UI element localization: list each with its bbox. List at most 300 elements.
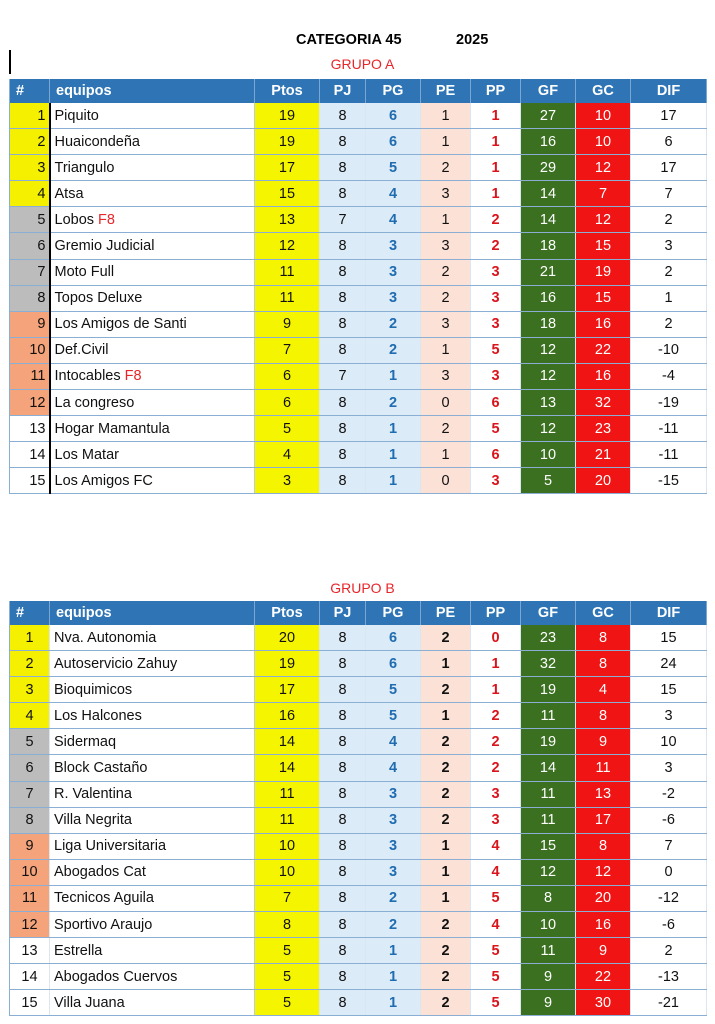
team-name: Moto Full <box>54 264 115 281</box>
goals-for-cell: 11 <box>521 938 576 964</box>
lost-cell: 5 <box>471 337 521 363</box>
goals-for-cell: 9 <box>521 964 576 990</box>
lost-cell: 6 <box>471 442 521 468</box>
col-header-pe: PE <box>421 79 471 103</box>
position-cell: 12 <box>10 912 50 938</box>
goal-diff-cell: -12 <box>631 885 707 911</box>
team-name-cell <box>50 390 255 416</box>
goals-against-cell: 12 <box>576 155 631 181</box>
col-header-pg: PG <box>366 601 421 625</box>
won-cell: 3 <box>366 859 421 885</box>
table-row <box>10 363 707 389</box>
f8-badge: F8 <box>98 211 115 228</box>
played-cell: 8 <box>320 833 366 859</box>
lost-cell: 5 <box>471 938 521 964</box>
lost-cell: 5 <box>471 990 521 1016</box>
category-label: CATEGORIA 45 <box>296 32 402 48</box>
goals-against-cell: 15 <box>576 233 631 259</box>
goals-against-cell: 23 <box>576 416 631 442</box>
played-cell: 7 <box>320 363 366 389</box>
goals-against-cell: 19 <box>576 259 631 285</box>
team-name-cell <box>50 181 255 207</box>
team-name: Liga Universitaria <box>54 838 167 855</box>
played-cell: 8 <box>320 233 366 259</box>
goals-against-cell: 4 <box>576 677 631 703</box>
team-name: Villa Juana <box>54 994 125 1011</box>
lost-cell: 1 <box>471 129 521 155</box>
goals-against-cell: 30 <box>576 990 631 1016</box>
goal-diff-cell: 2 <box>631 938 707 964</box>
lost-cell: 2 <box>471 755 521 781</box>
lost-cell: 2 <box>471 233 521 259</box>
points-cell: 15 <box>255 181 320 207</box>
goals-for-cell: 14 <box>521 181 576 207</box>
team-name: Los Amigos de Santi <box>54 316 187 333</box>
drawn-cell: 2 <box>421 285 471 311</box>
position-cell: 4 <box>10 703 50 729</box>
goals-for-cell: 5 <box>521 468 576 494</box>
won-cell: 6 <box>366 651 421 677</box>
team-name-cell <box>50 468 255 494</box>
team-name: Hogar Mamantula <box>54 420 170 437</box>
won-cell: 4 <box>366 181 421 207</box>
played-cell: 8 <box>320 729 366 755</box>
goals-against-cell: 10 <box>576 103 631 129</box>
table-row <box>10 755 707 781</box>
won-cell: 6 <box>366 625 421 651</box>
played-cell: 8 <box>320 181 366 207</box>
table-row <box>10 964 707 990</box>
drawn-cell: 1 <box>421 442 471 468</box>
lost-cell: 1 <box>471 677 521 703</box>
table-row <box>10 912 707 938</box>
won-cell: 6 <box>366 103 421 129</box>
goal-diff-cell: -2 <box>631 781 707 807</box>
won-cell: 1 <box>366 363 421 389</box>
position-cell: 7 <box>10 259 50 285</box>
goal-diff-cell: 10 <box>631 729 707 755</box>
position-cell: 10 <box>10 337 50 363</box>
won-cell: 5 <box>366 703 421 729</box>
team-name-cell <box>50 103 255 129</box>
table-row <box>10 703 707 729</box>
team-name-cell <box>50 755 255 781</box>
played-cell: 8 <box>320 625 366 651</box>
drawn-cell: 2 <box>421 259 471 285</box>
page-title <box>0 32 715 50</box>
lost-cell: 4 <box>471 859 521 885</box>
position-cell: 12 <box>10 390 50 416</box>
points-cell: 17 <box>255 677 320 703</box>
played-cell: 8 <box>320 259 366 285</box>
won-cell: 4 <box>366 755 421 781</box>
drawn-cell: 2 <box>421 625 471 651</box>
points-cell: 14 <box>255 755 320 781</box>
table-row <box>10 625 707 651</box>
goals-against-cell: 9 <box>576 938 631 964</box>
points-cell: 17 <box>255 155 320 181</box>
goals-against-cell: 16 <box>576 311 631 337</box>
position-cell: 11 <box>10 885 50 911</box>
won-cell: 4 <box>366 207 421 233</box>
won-cell: 3 <box>366 285 421 311</box>
col-header-pts: Ptos <box>255 79 320 103</box>
points-cell: 5 <box>255 938 320 964</box>
col-header-pp: PP <box>471 601 521 625</box>
lost-cell: 5 <box>471 885 521 911</box>
team-name: Autoservicio Zahuy <box>54 655 178 672</box>
points-cell: 14 <box>255 729 320 755</box>
played-cell: 8 <box>320 912 366 938</box>
won-cell: 5 <box>366 155 421 181</box>
goal-diff-cell: 24 <box>631 651 707 677</box>
points-cell: 11 <box>255 285 320 311</box>
points-cell: 16 <box>255 703 320 729</box>
drawn-cell: 1 <box>421 885 471 911</box>
goals-for-cell: 18 <box>521 233 576 259</box>
played-cell: 8 <box>320 129 366 155</box>
goals-for-cell: 9 <box>521 990 576 1016</box>
position-cell: 3 <box>10 677 50 703</box>
drawn-cell: 2 <box>421 729 471 755</box>
drawn-cell: 1 <box>421 651 471 677</box>
drawn-cell: 1 <box>421 859 471 885</box>
lost-cell: 3 <box>471 807 521 833</box>
col-header-pg: PG <box>366 79 421 103</box>
goals-for-cell: 14 <box>521 207 576 233</box>
team-name: Lobos <box>54 211 99 228</box>
table-row <box>10 833 707 859</box>
lost-cell: 1 <box>471 155 521 181</box>
goals-for-cell: 12 <box>521 363 576 389</box>
team-name: Los Halcones <box>54 707 142 724</box>
col-header-gf: GF <box>521 79 576 103</box>
drawn-cell: 1 <box>421 337 471 363</box>
position-cell: 15 <box>10 468 50 494</box>
goal-diff-cell: -15 <box>631 468 707 494</box>
points-cell: 5 <box>255 964 320 990</box>
team-name: Gremio Judicial <box>54 238 155 255</box>
table-row <box>10 651 707 677</box>
points-cell: 6 <box>255 363 320 389</box>
drawn-cell: 3 <box>421 233 471 259</box>
drawn-cell: 2 <box>421 755 471 781</box>
team-name: Topos Deluxe <box>54 290 143 307</box>
points-cell: 19 <box>255 651 320 677</box>
goal-diff-cell: -11 <box>631 416 707 442</box>
group-a-title: GRUPO A <box>330 56 395 72</box>
goals-for-cell: 23 <box>521 625 576 651</box>
team-name: Block Castaño <box>54 760 148 777</box>
played-cell: 8 <box>320 885 366 911</box>
position-cell: 1 <box>10 103 50 129</box>
team-name: Intocables <box>54 368 125 385</box>
goals-for-cell: 8 <box>521 885 576 911</box>
position-cell: 15 <box>10 990 50 1016</box>
lost-cell: 3 <box>471 468 521 494</box>
position-cell: 1 <box>10 625 50 651</box>
team-name-cell <box>50 337 255 363</box>
played-cell: 8 <box>320 990 366 1016</box>
lost-cell: 6 <box>471 390 521 416</box>
col-header-gf: GF <box>521 601 576 625</box>
played-cell: 8 <box>320 311 366 337</box>
goal-diff-cell: -4 <box>631 363 707 389</box>
drawn-cell: 3 <box>421 363 471 389</box>
goal-diff-cell: -21 <box>631 990 707 1016</box>
lost-cell: 1 <box>471 651 521 677</box>
goals-for-cell: 16 <box>521 285 576 311</box>
position-cell: 13 <box>10 416 50 442</box>
goal-diff-cell: -10 <box>631 337 707 363</box>
col-header-pos: # <box>10 79 50 103</box>
won-cell: 1 <box>366 964 421 990</box>
won-cell: 3 <box>366 259 421 285</box>
table-row <box>10 129 707 155</box>
position-cell: 2 <box>10 651 50 677</box>
drawn-cell: 0 <box>421 468 471 494</box>
table-row <box>10 938 707 964</box>
table-row <box>10 442 707 468</box>
won-cell: 3 <box>366 807 421 833</box>
team-name-cell <box>50 859 255 885</box>
team-name: La congreso <box>54 394 135 411</box>
col-header-pe: PE <box>421 601 471 625</box>
goals-against-cell: 9 <box>576 729 631 755</box>
table-row <box>10 181 707 207</box>
points-cell: 3 <box>255 468 320 494</box>
team-name-cell <box>50 938 255 964</box>
table-row <box>10 233 707 259</box>
goal-diff-cell: 0 <box>631 859 707 885</box>
played-cell: 8 <box>320 103 366 129</box>
team-name-cell <box>50 912 255 938</box>
position-cell: 5 <box>10 207 50 233</box>
goals-for-cell: 15 <box>521 833 576 859</box>
points-cell: 11 <box>255 259 320 285</box>
goals-for-cell: 12 <box>521 859 576 885</box>
points-cell: 10 <box>255 833 320 859</box>
table-row <box>10 337 707 363</box>
col-header-dif: DIF <box>631 79 707 103</box>
goal-diff-cell: -13 <box>631 964 707 990</box>
position-cell: 9 <box>10 833 50 859</box>
table-row <box>10 259 707 285</box>
lost-cell: 5 <box>471 416 521 442</box>
lost-cell: 2 <box>471 703 521 729</box>
played-cell: 8 <box>320 337 366 363</box>
group-a-standings-table <box>9 79 707 494</box>
team-name-cell <box>50 729 255 755</box>
team-name-cell <box>50 885 255 911</box>
played-cell: 8 <box>320 677 366 703</box>
season-year: 2025 <box>456 32 489 48</box>
won-cell: 1 <box>366 442 421 468</box>
goal-diff-cell: 17 <box>631 103 707 129</box>
drawn-cell: 1 <box>421 103 471 129</box>
group-b-rows <box>10 625 707 1016</box>
played-cell: 8 <box>320 442 366 468</box>
won-cell: 1 <box>366 416 421 442</box>
goal-diff-cell: 6 <box>631 129 707 155</box>
lost-cell: 4 <box>471 912 521 938</box>
position-cell: 3 <box>10 155 50 181</box>
team-name: Atsa <box>54 185 84 202</box>
played-cell: 8 <box>320 390 366 416</box>
lost-cell: 1 <box>471 181 521 207</box>
team-name: Huaicondeña <box>54 133 140 150</box>
position-cell: 10 <box>10 859 50 885</box>
won-cell: 4 <box>366 729 421 755</box>
played-cell: 8 <box>320 859 366 885</box>
goal-diff-cell: -19 <box>631 390 707 416</box>
drawn-cell: 3 <box>421 181 471 207</box>
position-cell: 14 <box>10 442 50 468</box>
lost-cell: 1 <box>471 103 521 129</box>
team-name: Tecnicos Aguila <box>54 890 154 907</box>
won-cell: 2 <box>366 311 421 337</box>
goal-diff-cell: 15 <box>631 677 707 703</box>
goal-diff-cell: 3 <box>631 703 707 729</box>
table-row <box>10 311 707 337</box>
points-cell: 5 <box>255 416 320 442</box>
team-name: Sidermaq <box>54 733 117 750</box>
table-row <box>10 285 707 311</box>
played-cell: 7 <box>320 207 366 233</box>
lost-cell: 3 <box>471 311 521 337</box>
col-header-pj: PJ <box>320 79 366 103</box>
col-header-pj: PJ <box>320 601 366 625</box>
points-cell: 9 <box>255 311 320 337</box>
goal-diff-cell: 7 <box>631 181 707 207</box>
played-cell: 8 <box>320 703 366 729</box>
table-row <box>10 155 707 181</box>
goals-against-cell: 8 <box>576 651 631 677</box>
group-a-rows <box>10 103 707 494</box>
points-cell: 6 <box>255 390 320 416</box>
points-cell: 4 <box>255 442 320 468</box>
team-name: Abogados Cat <box>54 864 146 881</box>
goals-against-cell: 20 <box>576 468 631 494</box>
goal-diff-cell: 17 <box>631 155 707 181</box>
drawn-cell: 2 <box>421 677 471 703</box>
position-cell: 14 <box>10 964 50 990</box>
team-name-cell <box>50 233 255 259</box>
table-header-row <box>10 601 707 625</box>
col-header-gc: GC <box>576 601 631 625</box>
position-cell: 6 <box>10 755 50 781</box>
goals-against-cell: 12 <box>576 859 631 885</box>
drawn-cell: 0 <box>421 390 471 416</box>
goals-against-cell: 10 <box>576 129 631 155</box>
table-row <box>10 416 707 442</box>
drawn-cell: 1 <box>421 207 471 233</box>
points-cell: 11 <box>255 807 320 833</box>
table-row <box>10 807 707 833</box>
team-name-cell <box>50 990 255 1016</box>
goals-against-cell: 17 <box>576 807 631 833</box>
drawn-cell: 2 <box>421 964 471 990</box>
group-b-title: GRUPO B <box>330 580 395 596</box>
played-cell: 8 <box>320 651 366 677</box>
team-name: Sportivo Araujo <box>54 916 153 933</box>
position-cell: 7 <box>10 781 50 807</box>
goals-for-cell: 10 <box>521 912 576 938</box>
col-header-pp: PP <box>471 79 521 103</box>
goals-against-cell: 15 <box>576 285 631 311</box>
goal-diff-cell: -6 <box>631 807 707 833</box>
position-cell: 13 <box>10 938 50 964</box>
team-name: Nva. Autonomia <box>54 629 157 646</box>
position-cell: 8 <box>10 807 50 833</box>
team-name-cell <box>50 207 255 233</box>
team-name: Estrella <box>54 942 103 959</box>
team-name: Triangulo <box>54 159 115 176</box>
team-name: Piquito <box>54 107 99 124</box>
team-name-cell <box>50 311 255 337</box>
team-name-cell <box>50 964 255 990</box>
team-name-cell <box>50 155 255 181</box>
drawn-cell: 2 <box>421 938 471 964</box>
lost-cell: 2 <box>471 729 521 755</box>
won-cell: 3 <box>366 233 421 259</box>
goal-diff-cell: 2 <box>631 311 707 337</box>
team-name-cell <box>50 677 255 703</box>
drawn-cell: 2 <box>421 807 471 833</box>
won-cell: 2 <box>366 390 421 416</box>
team-name-cell <box>50 651 255 677</box>
played-cell: 8 <box>320 468 366 494</box>
goals-against-cell: 22 <box>576 337 631 363</box>
goals-against-cell: 12 <box>576 207 631 233</box>
goals-against-cell: 8 <box>576 703 631 729</box>
goal-diff-cell: -11 <box>631 442 707 468</box>
goals-for-cell: 16 <box>521 129 576 155</box>
drawn-cell: 2 <box>421 781 471 807</box>
table-header-row <box>10 79 707 103</box>
team-name-cell <box>50 703 255 729</box>
drawn-cell: 1 <box>421 703 471 729</box>
team-name-cell <box>50 363 255 389</box>
goal-diff-cell: 7 <box>631 833 707 859</box>
goal-diff-cell: 2 <box>631 259 707 285</box>
won-cell: 2 <box>366 337 421 363</box>
won-cell: 1 <box>366 938 421 964</box>
won-cell: 1 <box>366 990 421 1016</box>
table-row <box>10 885 707 911</box>
won-cell: 3 <box>366 781 421 807</box>
played-cell: 8 <box>320 755 366 781</box>
team-name: Bioquimicos <box>54 681 133 698</box>
goals-against-cell: 32 <box>576 390 631 416</box>
points-cell: 13 <box>255 207 320 233</box>
position-cell: 6 <box>10 233 50 259</box>
played-cell: 8 <box>320 285 366 311</box>
table-row <box>10 390 707 416</box>
won-cell: 2 <box>366 885 421 911</box>
team-name: Los Matar <box>54 446 119 463</box>
points-cell: 7 <box>255 885 320 911</box>
goals-against-cell: 20 <box>576 885 631 911</box>
col-header-gc: GC <box>576 79 631 103</box>
table-row <box>10 468 707 494</box>
points-cell: 19 <box>255 103 320 129</box>
won-cell: 3 <box>366 833 421 859</box>
goals-against-cell: 13 <box>576 781 631 807</box>
played-cell: 8 <box>320 781 366 807</box>
goals-against-cell: 21 <box>576 442 631 468</box>
goal-diff-cell: 1 <box>631 285 707 311</box>
